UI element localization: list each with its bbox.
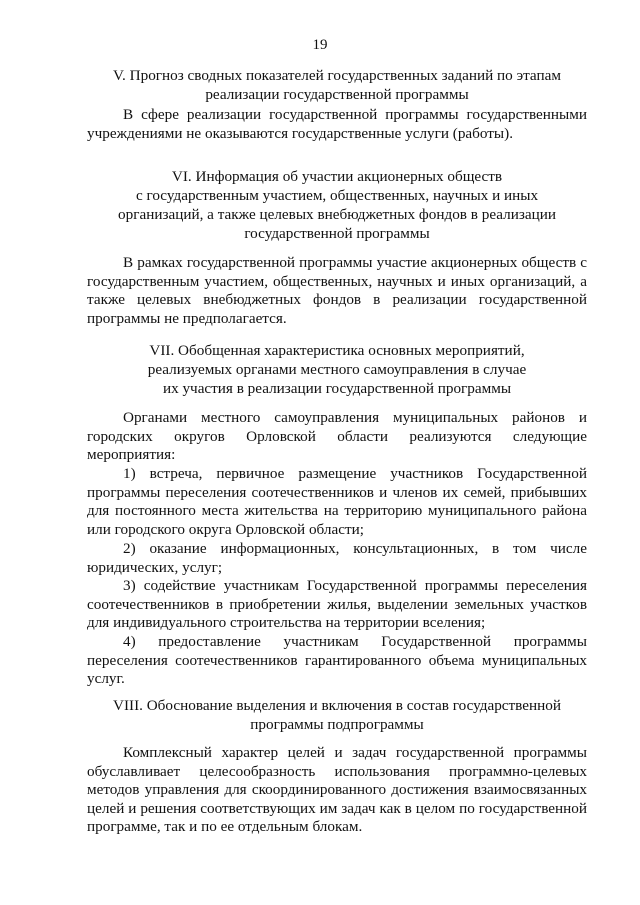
section-7-intro: Органами местного самоуправления муниципальных районов и городских округов Орловской области реализуются следующие мероприятия: — [87, 409, 587, 464]
section-8-heading — [87, 696, 587, 734]
section-8-paragraph: Комплексный характер целей и задач государственной программы обуславливает целесообразность использования программно-целевых методов управления для скоординированного достижения взаимосвязанных целей и решения соответствующих им задач как в целом по государственной программе, так и по ее отдельным блокам. — [87, 744, 587, 836]
section-5-heading-line-2: реализации государственной программы — [205, 86, 469, 103]
section-7-item-4: 4) предоставление участникам Государственной программы переселения соотечественников гарантированного объема муниципальных услуг. — [87, 633, 587, 688]
section-7-heading — [87, 341, 587, 398]
section-7-item-1: 1) встреча, первичное размещение участников Государственной программы переселения соотечественников и членов их семей, прибывших для постоянного места жительства на территорию муниципального района или городского округа Орловской области; — [87, 465, 587, 538]
section-7-item-3: 3) содействие участникам Государственной программы переселения соотечественников в приобретении жилья, выделении земельных участков для индивидуального строительства на территории вселения; — [87, 577, 587, 632]
section-6-heading-line-4: государственной программы — [244, 225, 430, 242]
section-5-paragraph: В сфере реализации государственной программы государственными учреждениями не оказываются государственные услуги (работы). — [87, 106, 587, 142]
section-7-heading-line-2: реализуемых органами местного самоуправления в случае — [147, 361, 527, 378]
section-6-paragraph: В рамках государственной программы участие акционерных обществ с государственным участием, общественных, научных и иных организаций, а также целевых внебюджетных фондов в реализации государственной программы не предполагается. — [87, 254, 587, 327]
section-6-heading — [87, 167, 587, 243]
page-number: 19 — [312, 37, 328, 53]
section-6-heading-line-3: организаций, а также целевых внебюджетных фондов в реализации — [118, 206, 556, 223]
section-7-heading-line-3: их участия в реализации государственной программы — [162, 380, 512, 397]
section-5-heading — [87, 66, 587, 104]
section-7-heading-line-1: VII. Обобщенная характеристика основных мероприятий, — [149, 342, 525, 359]
section-6-heading-line-1: VI. Информация об участии акционерных обществ — [171, 168, 503, 185]
section-6-heading-line-2: с государственным участием, общественных, научных и иных — [135, 187, 539, 204]
section-8-heading-line-1: VIII. Обоснование выделения и включения в состав государственной — [112, 697, 561, 714]
section-5-heading-line-1: V. Прогноз сводных показателей государственных заданий по этапам — [113, 67, 561, 84]
section-8-heading-line-2: программы подпрограммы — [250, 716, 424, 733]
section-7-item-2: 2) оказание информационных, консультационных, в том числе юридических, услуг; — [87, 540, 587, 576]
